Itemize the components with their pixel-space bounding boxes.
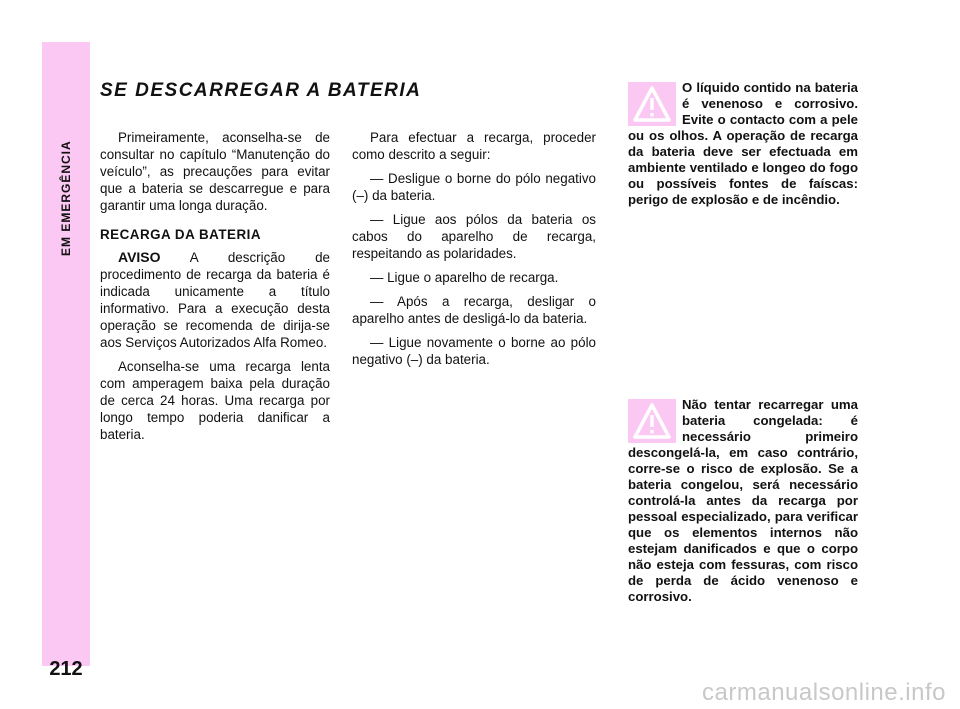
page-number: 212 xyxy=(49,658,83,680)
procedure-step: — Após a recarga, desligar o aparelho antes de desligá-lo da bateria. xyxy=(352,294,596,326)
sidebar xyxy=(42,42,90,680)
procedure-step: — Ligue o aparelho de recarga. xyxy=(370,270,559,285)
page-heading: SE DESCARREGAR A BATERIA xyxy=(100,80,422,101)
warning-box xyxy=(628,80,858,208)
warning-text: O líquido contido na bateria é venenoso e corrosivo. Evite o contacto com a pele ou os olhos. A operação de recarga da bateria deve ser efectuada em ambiente ventilado e longeo do fogo ou possíveis fontes de faíscas: perigo de explosão e de incêndio. xyxy=(628,80,858,207)
intro-paragraph: Primeiramente, aconselha-se de consultar no capítulo “Manutenção do veículo”, as precauções para evitar que a bateria se descarregue e para garantir uma longa duração. xyxy=(100,130,330,213)
text-column-middle xyxy=(352,129,596,375)
warning-text: Não tentar recarregar uma bateria congelada: é necessário primeiro descongelá-la, em caso contrário, corre-se o risco de explosão. Se a bateria congelou, será necessário controlá-la antes da recarga por pessoal especializado, para verificar que os elementos internos não estejam danificados e que o corpo não esteja com fessuras, com risco de perda de ácido venenoso e corrosivo. xyxy=(628,397,858,604)
aviso-text: A descrição de procedimento de recarga da bateria é indicada unicamente a título informativo. Para a execução desta operação se recomenda de dirija-se aos Serviços Autorizados Alfa Romeo. xyxy=(100,250,330,350)
procedure-intro: Para efectuar a recarga, proceder como descrito a seguir: xyxy=(352,130,596,162)
procedure-step: — Ligue aos pólos da bateria os cabos do aparelho de recarga, respeitando as polaridades. xyxy=(352,212,596,261)
subheading: RECARGA DA BATERIA xyxy=(100,227,262,242)
procedure-step: — Ligue novamente o borne ao pólo negativo (–) da bateria. xyxy=(352,335,596,367)
warning-triangle-icon xyxy=(628,82,676,126)
warning-box xyxy=(628,397,858,605)
recommendation-paragraph: Aconselha-se uma recarga lenta com amperagem baixa pela duração de cerca 24 horas. Uma recarga por longo tempo poderia danificar a bateria. xyxy=(100,359,330,442)
watermark: carmanualsonline.info xyxy=(702,679,946,706)
aviso-label: AVISO xyxy=(118,249,161,265)
section-title: EM EMERGÊNCIA xyxy=(59,140,73,256)
aviso-paragraph xyxy=(100,249,330,351)
warning-triangle-icon xyxy=(628,399,676,443)
procedure-step: — Desligue o borne do pólo negativo (–) da bateria. xyxy=(352,171,596,203)
text-column-left xyxy=(100,129,330,450)
